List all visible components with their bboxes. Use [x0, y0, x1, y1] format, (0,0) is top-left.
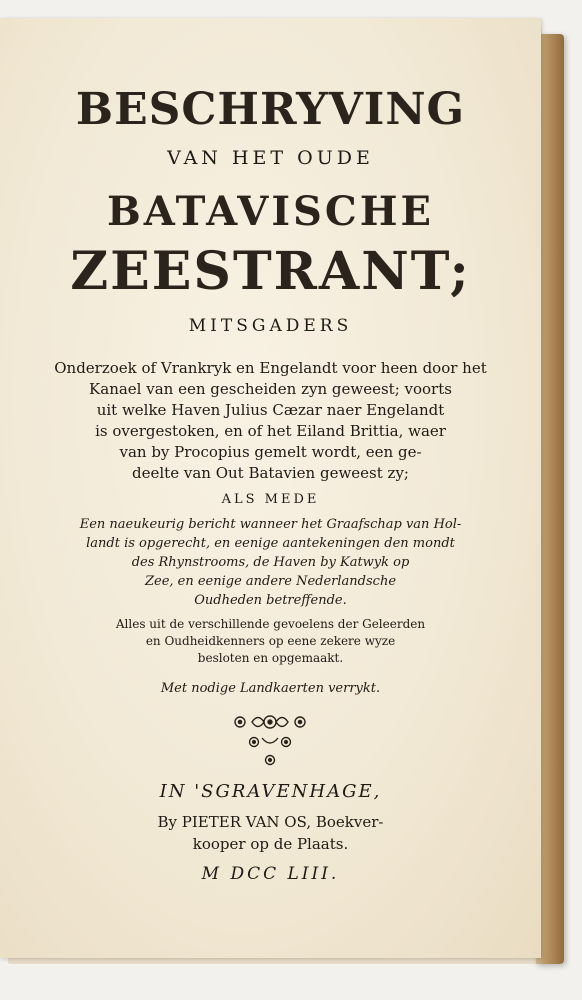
- paragraph1-line: van by Procopius gemelt wordt, een ge-: [119, 443, 422, 461]
- paragraph2-line: Een naeukeurig bericht wanneer het Graafschap van Hol-: [79, 517, 462, 532]
- imprint-year: M DCC LIII.: [201, 864, 340, 884]
- als-mede-heading: ALS MEDE: [221, 492, 320, 507]
- paragraph1-line: Kanael van een gescheiden zyn geweest; voorts: [89, 380, 452, 398]
- paragraph1-line: is overgestoken, en of het Eiland Brittia, waer: [95, 422, 446, 440]
- paragraph3-line: besloten en opgemaakt.: [197, 651, 344, 665]
- title-line-2: VAN HET OUDE: [167, 147, 374, 169]
- paragraph1-line: Onderzoek of Vrankryk en Engelandt voor heen door het: [54, 359, 487, 377]
- paragraph3-line: en Oudheidkenners op eene zekere wyze: [145, 634, 396, 648]
- printer-ornament-icon: [220, 708, 320, 768]
- title-line-1: BESCHRYVING: [75, 84, 466, 135]
- paragraph1-line: deelte van Out Batavien geweest zy;: [132, 464, 409, 482]
- paragraph2-line: Oudheden betreffende.: [194, 593, 347, 608]
- title-line-3: BATAVISCHE: [106, 188, 435, 235]
- imprint-publisher-line2: kooper op de Plaats.: [192, 835, 349, 853]
- imprint-publisher-line1: By PIETER VAN OS, Boekver-: [157, 813, 384, 831]
- title-line-4: ZEESTRANT;: [70, 241, 471, 302]
- mitsgaders-heading: MITSGADERS: [188, 316, 353, 336]
- paragraph3-line: Alles uit de verschillende gevoelens der Geleerden: [115, 617, 426, 631]
- title-page: [0, 18, 541, 958]
- paragraph1-line: uit welke Haven Julius Cæzar naer Engelandt: [96, 401, 445, 419]
- paragraph2-line: landt is opgerecht, en eenige aantekeningen den mondt: [86, 536, 455, 551]
- paragraph2-line: des Rhynstrooms, de Haven by Katwyk op: [131, 555, 410, 570]
- maps-note: Met nodige Landkaerten verrykt.: [160, 681, 381, 696]
- paragraph2-line: Zee, en eenige andere Nederlandsche: [144, 574, 397, 589]
- imprint-place: IN 'SGRAVENHAGE,: [159, 781, 382, 802]
